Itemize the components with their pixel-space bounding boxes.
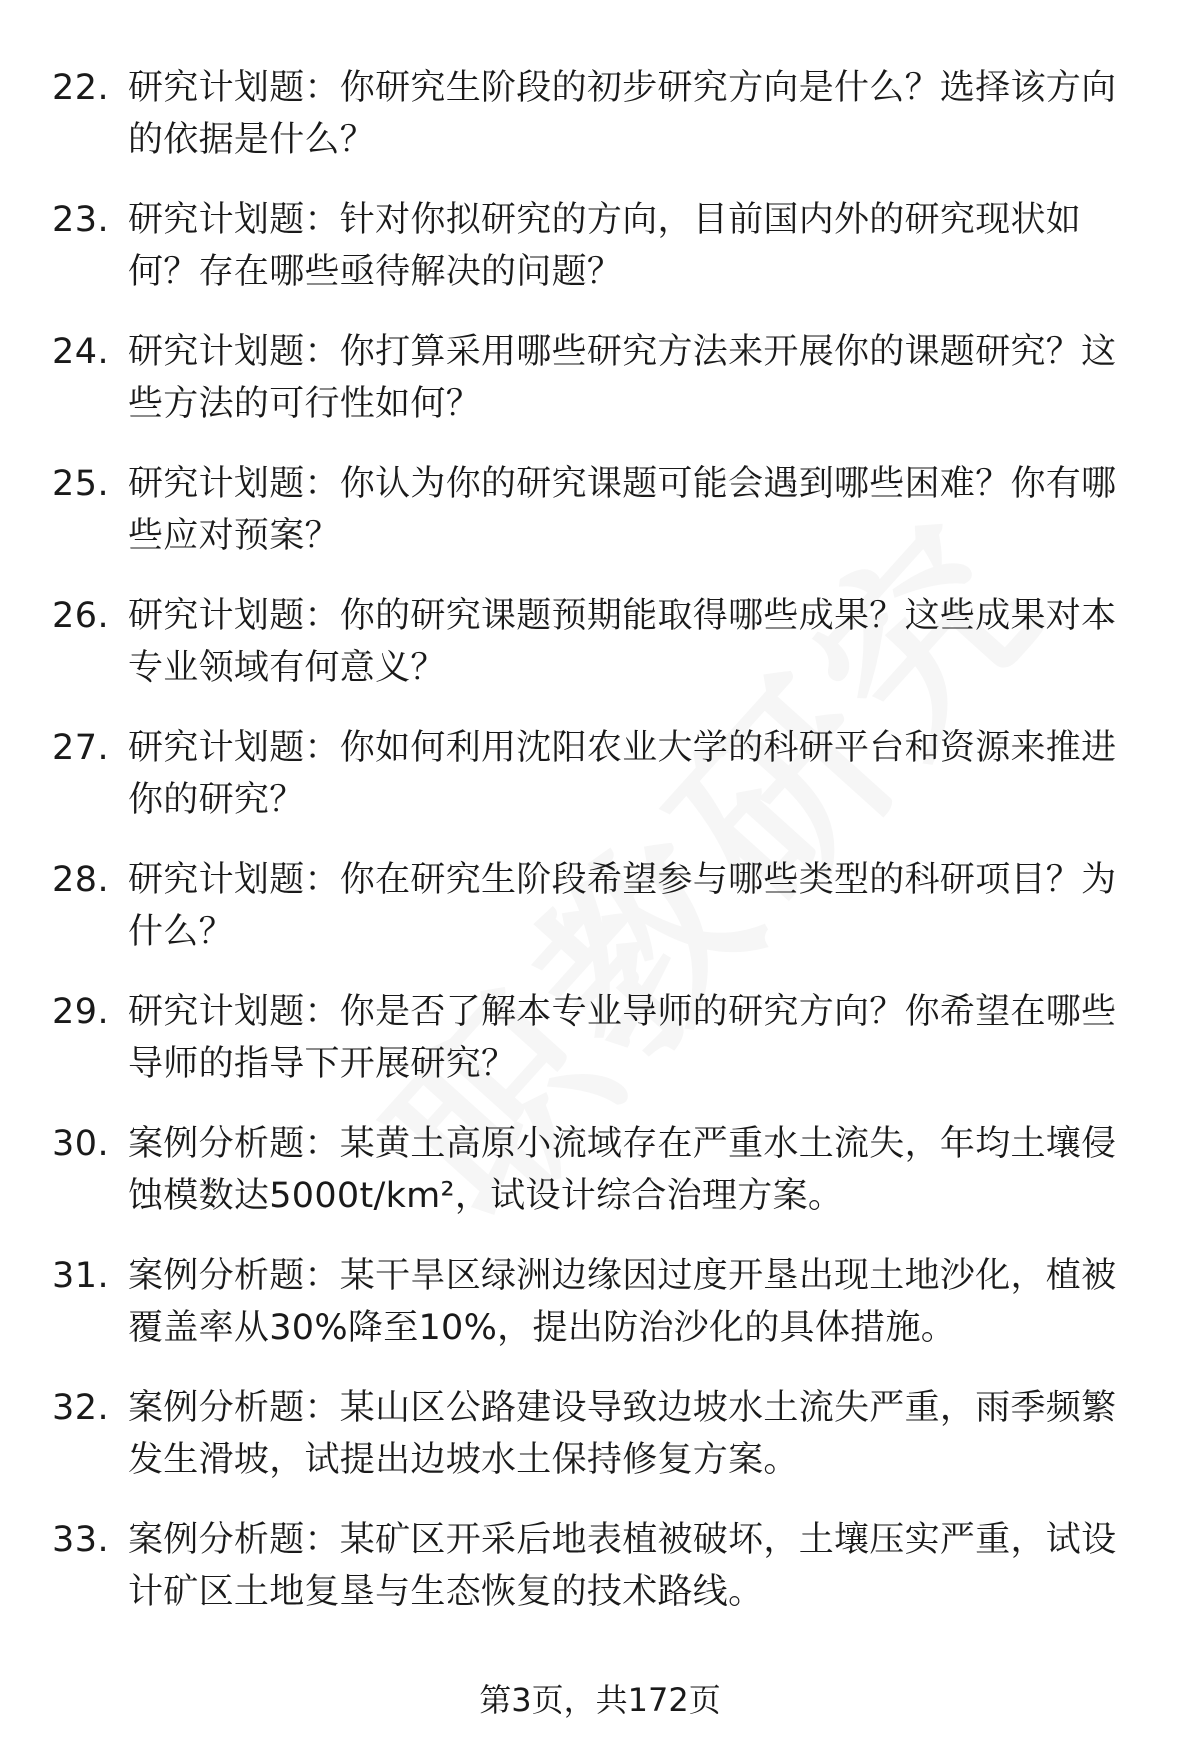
question-item [52,1250,1152,1382]
question-number: 27. [52,728,110,768]
question-item [52,854,1152,986]
question-text: 研究计划题：你打算采用哪些研究方法来开展你的课题研究？这些方法的可行性如何？ [128,332,1117,424]
question-number: 26. [52,596,110,636]
question-text: 案例分析题：某山区公路建设导致边坡水土流失严重，雨季频繁发生滑坡，试提出边坡水土保持修复方案。 [128,1388,1117,1480]
question-number: 31. [52,1256,110,1296]
question-item [52,590,1152,722]
question-item [52,458,1152,590]
question-text: 研究计划题：你在研究生阶段希望参与哪些类型的科研项目？为什么？ [128,860,1117,952]
question-item [52,326,1152,458]
question-text: 案例分析题：某干旱区绿洲边缘因过度开垦出现土地沙化，植被覆盖率从30%降至10%，提出防治沙化的具体措施。 [128,1256,1117,1348]
question-item [52,194,1152,326]
question-text: 研究计划题：你如何利用沈阳农业大学的科研平台和资源来推进你的研究？ [128,728,1117,820]
question-number: 29. [52,992,110,1032]
question-text: 研究计划题：你是否了解本专业导师的研究方向？你希望在哪些导师的指导下开展研究？ [128,992,1117,1084]
question-text: 研究计划题：你认为你的研究课题可能会遇到哪些困难？你有哪些应对预案？ [128,464,1117,556]
question-number: 33. [52,1520,110,1560]
question-item [52,62,1152,194]
question-text: 研究计划题：你的研究课题预期能取得哪些成果？这些成果对本专业领域有何意义？ [128,596,1117,688]
question-number: 28. [52,860,110,900]
question-item [52,1382,1152,1514]
page-footer: 第3页，共172页 [479,1681,721,1719]
question-text: 案例分析题：某矿区开采后地表植被破坏，土壤压实严重，试设计矿区土地复垦与生态恢复的技术路线。 [128,1520,1117,1612]
question-text: 研究计划题：你研究生阶段的初步研究方向是什么？选择该方向的依据是什么？ [128,68,1117,160]
question-list [52,62,1152,1646]
question-text: 案例分析题：某黄土高原小流域存在严重水土流失，年均土壤侵蚀模数达5000t/km²，试设计综合治理方案。 [128,1124,1117,1216]
question-number: 30. [52,1124,110,1164]
question-number: 32. [52,1388,110,1428]
question-text: 研究计划题：针对你拟研究的方向，目前国内外的研究现状如何？存在哪些亟待解决的问题？ [128,200,1082,292]
question-item [52,1118,1152,1250]
question-number: 22. [52,68,110,108]
question-item [52,722,1152,854]
question-number: 25. [52,464,110,504]
question-number: 24. [52,332,110,372]
question-item [52,986,1152,1118]
question-number: 23. [52,200,110,240]
question-item [52,1514,1152,1646]
